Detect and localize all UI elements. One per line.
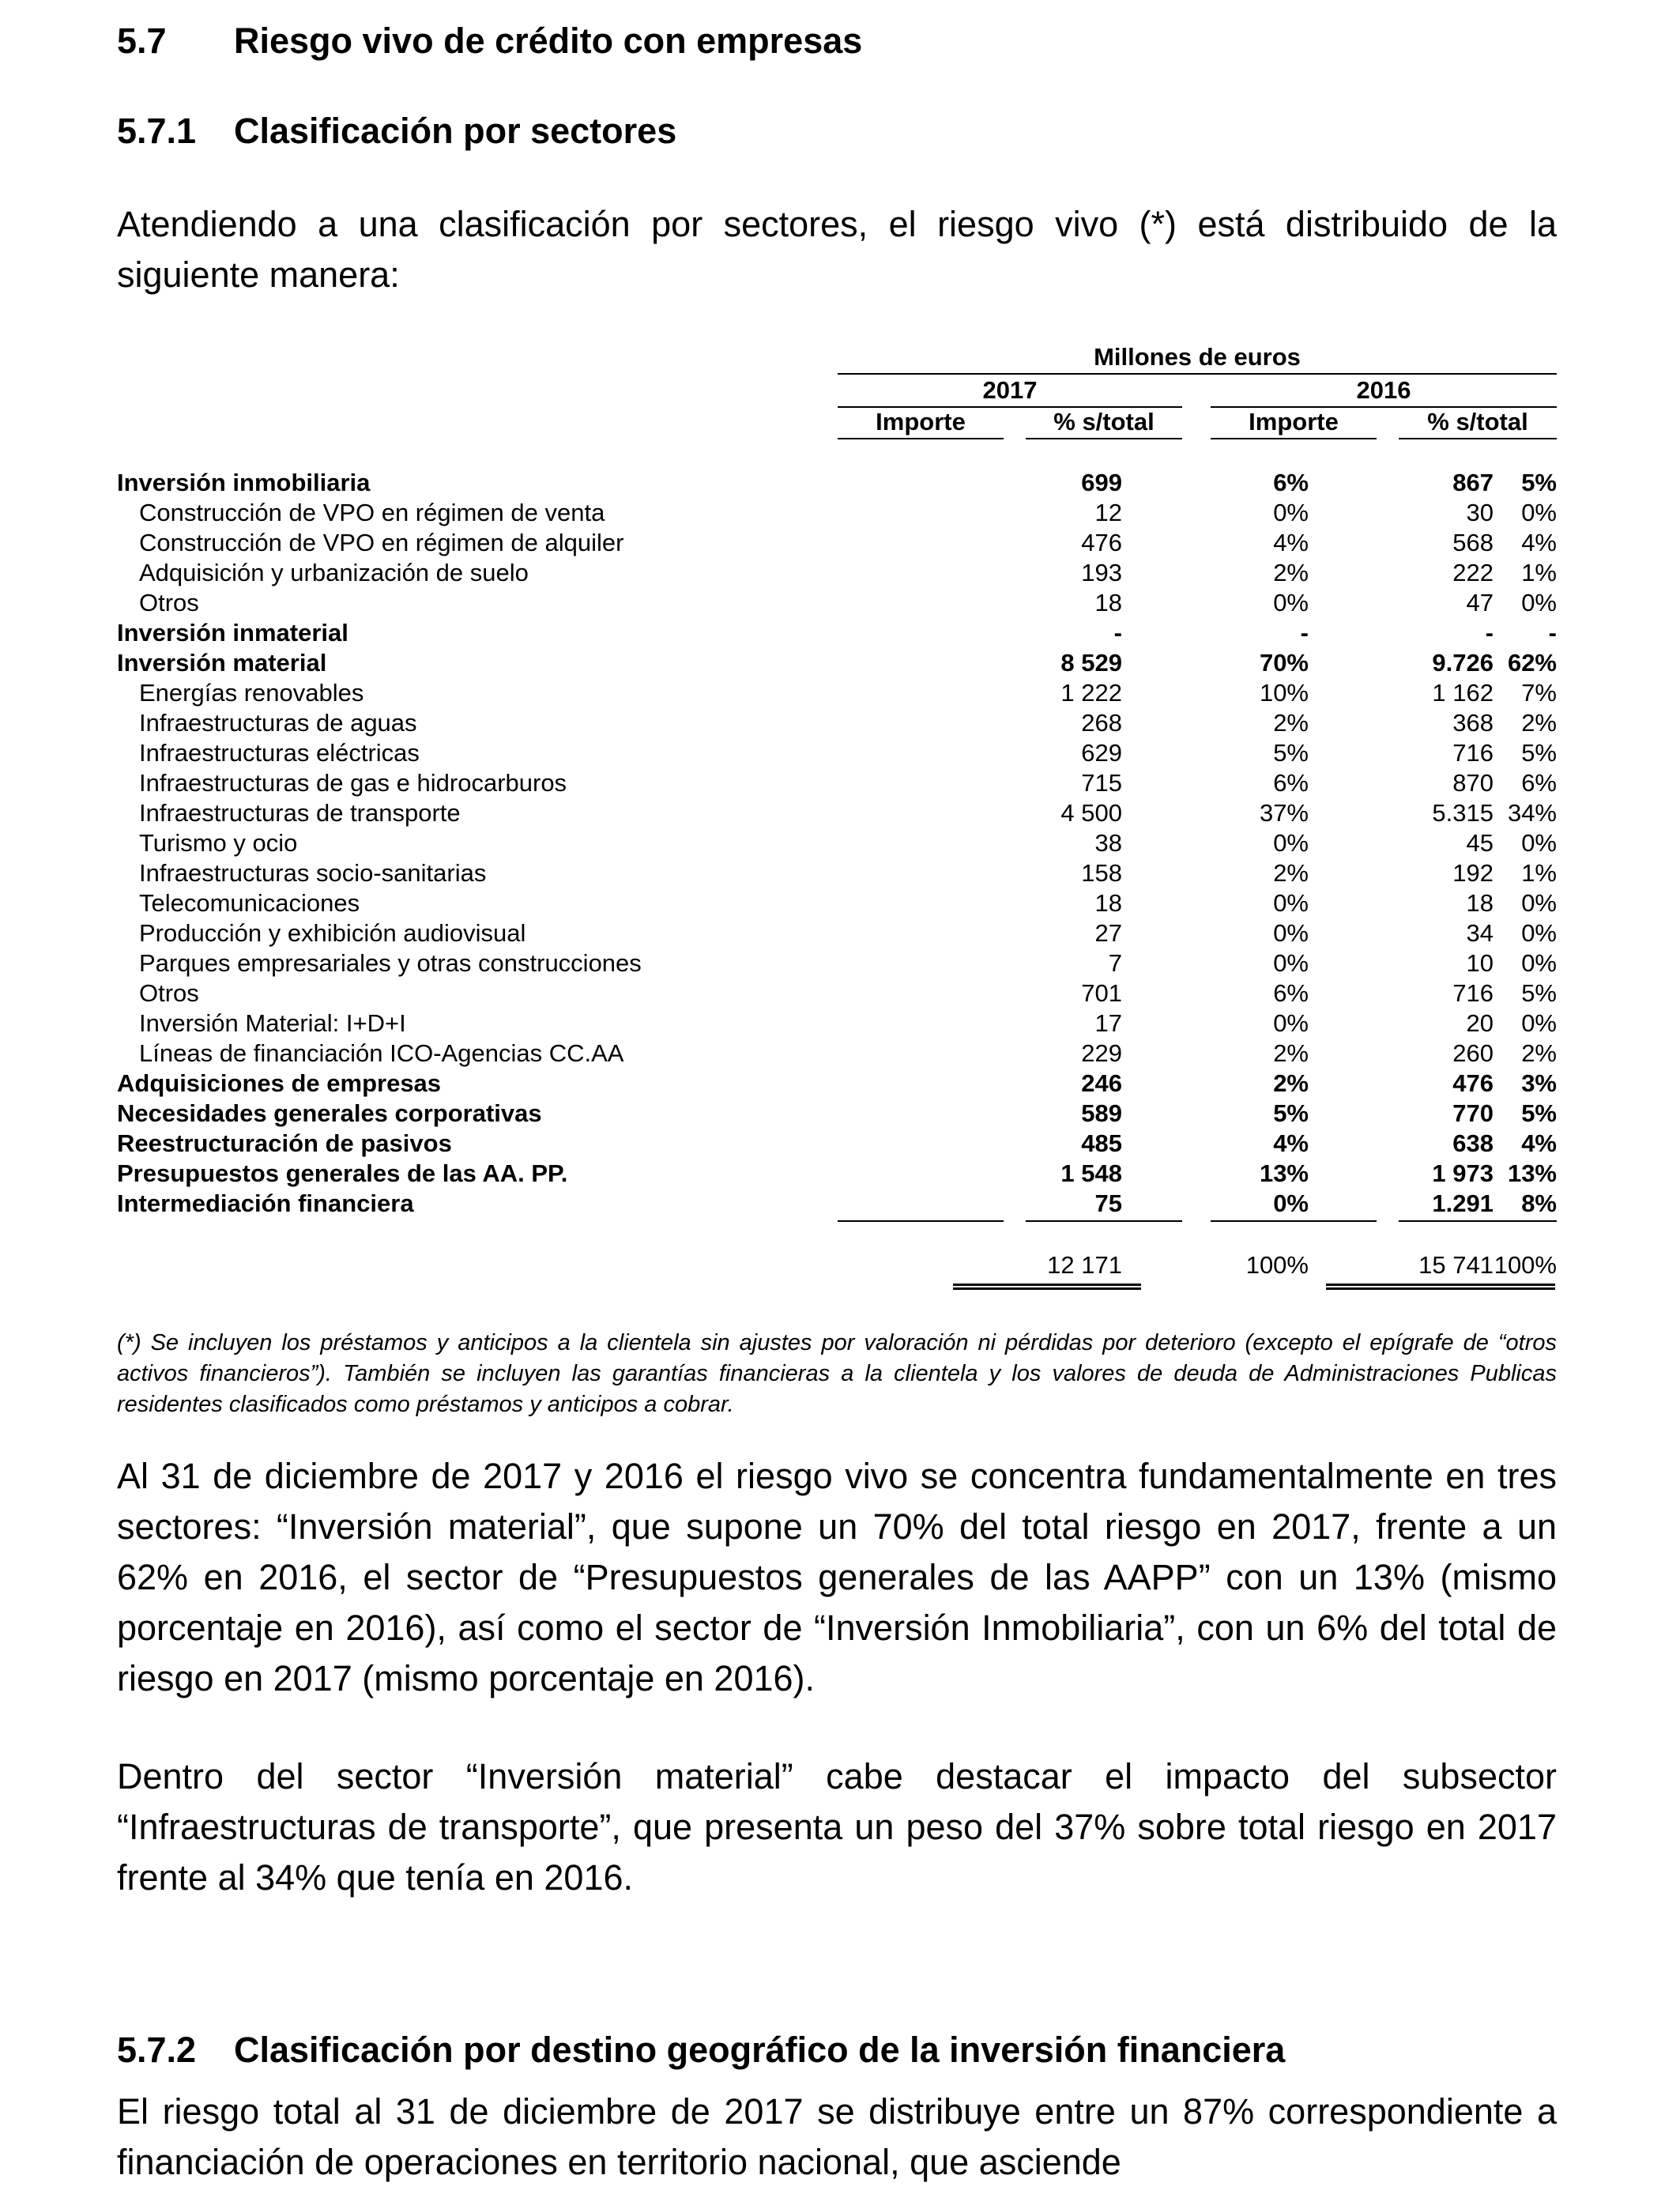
table-row [117,768,1557,798]
pct-2017: 6% [1273,769,1309,797]
pct-2016: 2% [1521,1039,1557,1067]
row-label: Adquisiciones de empresas [117,1069,442,1097]
importe-2016: 20 [1466,1009,1494,1037]
pct-2017: 2% [1273,559,1309,586]
year-2016-header: 2016 [1356,376,1411,404]
pct-2016: 6% [1521,769,1557,797]
table-row [117,558,1557,588]
pct-2017: 0% [1273,919,1309,947]
total-pct-2016: 100% [1494,1251,1557,1279]
paragraph-2: Dentro del sector “Inversión material” cabe destacar el impacto del subsector “Infraestructuras de transporte”, que presenta un peso del 37% sobre total riesgo en 2017 frente al 34% que tenía en 2016. [117,1756,1557,1898]
importe-2017: 27 [1094,919,1122,947]
importe-2016: 260 [1452,1039,1494,1067]
table-row [117,708,1557,738]
importe-2017: 1 548 [1060,1159,1122,1187]
pct-2016: 0% [1521,949,1557,977]
row-label: Infraestructuras de transporte [139,799,461,827]
pct-2016: 5% [1521,739,1557,767]
pct-2016: 62% [1507,649,1557,677]
row-label: Infraestructuras de aguas [139,709,417,737]
importe-2016: 770 [1452,1099,1494,1127]
importe-2016: 192 [1452,859,1494,887]
importe-2016: 1 973 [1432,1159,1494,1187]
importe-2016: 222 [1452,559,1494,586]
intro-paragraph: Atendiendo a una clasificación por sectores, el riesgo vivo (*) está distribuido de la siguiente manera: [117,204,1557,295]
pct-2016: 8% [1521,1189,1557,1217]
importe-2017: 1 222 [1060,679,1122,707]
importe-2017: 18 [1094,589,1122,616]
row-label: Producción y exhibición audiovisual [139,919,526,947]
table-row [117,888,1557,918]
table-row [117,918,1557,948]
row-label: Inversión Material: I+D+I [139,1009,406,1037]
importe-2016: 45 [1466,829,1494,857]
pct-2016: 5% [1521,979,1557,1007]
pct-2017: 0% [1273,829,1309,857]
pct-2016: 4% [1521,529,1557,556]
importe-2017: 158 [1081,859,1122,887]
subtotal-rule-4 [1399,1220,1557,1222]
row-label: Energías renovables [139,679,364,707]
row-label: Adquisición y urbanización de suelo [139,559,529,586]
importe-2016: 867 [1452,469,1494,496]
pct-2017: 70% [1259,649,1309,677]
importe-2016: 30 [1466,499,1494,526]
pct-2016: 13% [1507,1159,1557,1187]
importe-2017: 193 [1081,559,1122,586]
pct-2016: 4% [1521,1129,1557,1157]
importe-2016: 638 [1452,1129,1494,1157]
year-2017-header: 2017 [982,376,1038,404]
row-label: Telecomunicaciones [139,889,360,917]
pct-2016: 3% [1521,1069,1557,1097]
section-number: 5.7 [117,21,167,61]
table-row [117,528,1557,558]
importe-2017: 12 [1094,499,1122,526]
table-row [117,1099,1557,1129]
pct-2016: 1% [1521,559,1557,586]
pct-2016: 2% [1521,709,1557,737]
importe-2017: 268 [1081,709,1122,737]
table-row [117,1159,1557,1189]
subtotal-rule-3 [1211,1220,1377,1222]
pct-2016: - [1548,619,1557,647]
header-rule [838,373,1557,375]
pct-2017: 0% [1273,499,1309,526]
row-label: Construcción de VPO en régimen de alquiler [139,529,624,556]
importe-2017: 4 500 [1060,799,1122,827]
pct-2017: 2% [1273,709,1309,737]
col-importe-2017: Importe [876,408,966,435]
paragraph-1: Al 31 de diciembre de 2017 y 2016 el riesgo vivo se concentra fundamentalmente en tres sectores: “Inversión material”, que supone un 70% del total riesgo en 2017, frente a un 62% en 2016, el sector de “Presupuestos generales de las AAPP” con un 13% (mismo porcentaje en 2016), así como el sector de “Inversión Inmobiliaria”, con un 6% del total de riesgo en 2017 (mismo porcentaje en 2016). [117,1456,1557,1698]
importe-2016: 34 [1466,919,1494,947]
importe-2017: - [1113,619,1122,647]
table-row [117,1039,1557,1069]
importe-2017: 589 [1081,1099,1122,1127]
total-rule-a [953,1284,1141,1286]
pct-2017: 0% [1273,1009,1309,1037]
pct-2017: 4% [1273,1129,1309,1157]
pct-2017: 4% [1273,529,1309,556]
pct-2016: 5% [1521,469,1557,496]
total-rule-b [953,1287,1141,1290]
table-row [117,588,1557,618]
pct-2017: 2% [1273,859,1309,887]
table-row [117,618,1557,648]
total-pct-2017: 100% [1245,1251,1309,1279]
row-label: Inversión material [117,649,327,677]
pct-2016: 34% [1507,799,1557,827]
row-label: Inversión inmobiliaria [117,469,371,496]
pct-2016: 0% [1521,589,1557,616]
importe-2016: 870 [1452,769,1494,797]
pct-2017: 6% [1273,469,1309,496]
pct-2017: - [1300,619,1309,647]
pct-2016: 1% [1521,859,1557,887]
total-importe-2016: 15 741 [1418,1251,1494,1279]
row-label: Turismo y ocio [139,829,298,857]
subsection-title-2: Clasificación por destino geográfico de la inversión financiera [234,2030,1286,2070]
pct-2017: 13% [1259,1159,1309,1187]
total-rule-d [1326,1287,1555,1290]
pct-2017: 0% [1273,1189,1309,1217]
importe-2017: 17 [1094,1009,1122,1037]
total-rule-c [1326,1284,1555,1286]
table-row [117,648,1557,678]
importe-2017: 7 [1108,949,1122,977]
importe-2016: 10 [1466,949,1494,977]
importe-2017: 246 [1081,1069,1122,1097]
pct-2017: 5% [1273,1099,1309,1127]
row-label: Otros [139,979,199,1007]
importe-2016: 716 [1452,739,1494,767]
importe-2016: 18 [1466,889,1494,917]
subsection-title-1: Clasificación por sectores [234,111,677,151]
importe-2016: 716 [1452,979,1494,1007]
table-row [117,828,1557,858]
row-label: Necesidades generales corporativas [117,1099,542,1127]
pct-2016: 7% [1521,679,1557,707]
row-label: Construcción de VPO en régimen de venta [139,499,605,526]
subsection-number-1: 5.7.1 [117,111,197,151]
subtotal-rule-2 [1026,1220,1182,1222]
table-row [117,1069,1557,1099]
importe-2017: 699 [1081,469,1122,496]
col-pct-2016: % s/total [1427,408,1528,435]
subtotal-rule-1 [838,1220,1004,1222]
pct-2016: 5% [1521,1099,1557,1127]
col-importe-2016: Importe [1249,408,1339,435]
importe-2016: 1.291 [1432,1189,1494,1217]
pct-2016: 0% [1521,1009,1557,1037]
table-row [117,1129,1557,1159]
row-label: Parques empresariales y otras construcciones [139,949,642,977]
importe-2017: 229 [1081,1039,1122,1067]
row-label: Infraestructuras socio-sanitarias [139,859,487,887]
table-row [117,738,1557,768]
pct-2016: 0% [1521,919,1557,947]
importe-2017: 701 [1081,979,1122,1007]
total-row [117,1250,1557,1280]
pct-2017: 37% [1259,799,1309,827]
pct-2017: 10% [1259,679,1309,707]
paragraph-3: El riesgo total al 31 de diciembre de 2017 se distribuye entre un 87% correspondiente a financiación de operaciones en territorio nacional, que asciende [117,2091,1557,2182]
row-label: Inversión inmaterial [117,619,348,647]
row-label: Otros [139,589,199,616]
pct-2017: 0% [1273,949,1309,977]
subsection-number-2: 5.7.2 [117,2030,197,2070]
importe-2016: 368 [1452,709,1494,737]
importe-2016: 568 [1452,529,1494,556]
pct-2017: 0% [1273,589,1309,616]
row-label: Reestructuración de pasivos [117,1129,452,1157]
importe-2016: 9.726 [1432,649,1494,677]
unit-header: Millones de euros [1094,343,1301,371]
importe-2016: 5.315 [1432,799,1494,827]
importe-2016: - [1485,619,1494,647]
row-label: Infraestructuras de gas e hidrocarburos [139,769,567,797]
table-row [117,468,1557,498]
importe-2017: 8 529 [1060,649,1122,677]
row-label: Intermediación financiera [117,1189,414,1217]
importe-2016: 476 [1452,1069,1494,1097]
pct-2017: 5% [1273,739,1309,767]
pct-2017: 6% [1273,979,1309,1007]
col-rule-4 [1399,438,1557,439]
pct-2017: 2% [1273,1069,1309,1097]
importe-2017: 75 [1094,1189,1122,1217]
table-row [117,1189,1557,1219]
importe-2016: 47 [1466,589,1494,616]
col-pct-2017: % s/total [1053,408,1155,435]
pct-2016: 0% [1521,499,1557,526]
table-row [117,1008,1557,1039]
section-title: Riesgo vivo de crédito con empresas [234,21,863,61]
table-row [117,978,1557,1008]
table-row [117,798,1557,828]
table-row [117,678,1557,708]
table-row [117,498,1557,528]
table-row [117,948,1557,978]
total-importe-2017: 12 171 [1047,1251,1122,1279]
row-label: Líneas de financiación ICO-Agencias CC.AA [139,1039,624,1067]
row-label: Presupuestos generales de las AA. PP. [117,1159,568,1187]
importe-2017: 485 [1081,1129,1122,1157]
pct-2016: 0% [1521,829,1557,857]
importe-2016: 1 162 [1432,679,1494,707]
row-label: Infraestructuras eléctricas [139,739,420,767]
table-row [117,858,1557,888]
importe-2017: 476 [1081,529,1122,556]
importe-2017: 18 [1094,889,1122,917]
importe-2017: 629 [1081,739,1122,767]
col-rule-3 [1211,438,1377,439]
pct-2017: 0% [1273,889,1309,917]
col-rule-2 [1026,438,1182,439]
importe-2017: 715 [1081,769,1122,797]
table-footnote: (*) Se incluyen los préstamos y anticipos a la clientela sin ajustes por valoración ni pérdidas por deterioro (excepto el epígrafe de “otros activos financieros”). También se incluyen las garantías financieras a la clientela y los valores de deuda de Administraciones Publicas residentes clasificados como préstamos y anticipos a cobrar. [117,1330,1557,1417]
pct-2017: 2% [1273,1039,1309,1067]
col-rule-1 [838,438,1004,439]
pct-2016: 0% [1521,889,1557,917]
importe-2017: 38 [1094,829,1122,857]
